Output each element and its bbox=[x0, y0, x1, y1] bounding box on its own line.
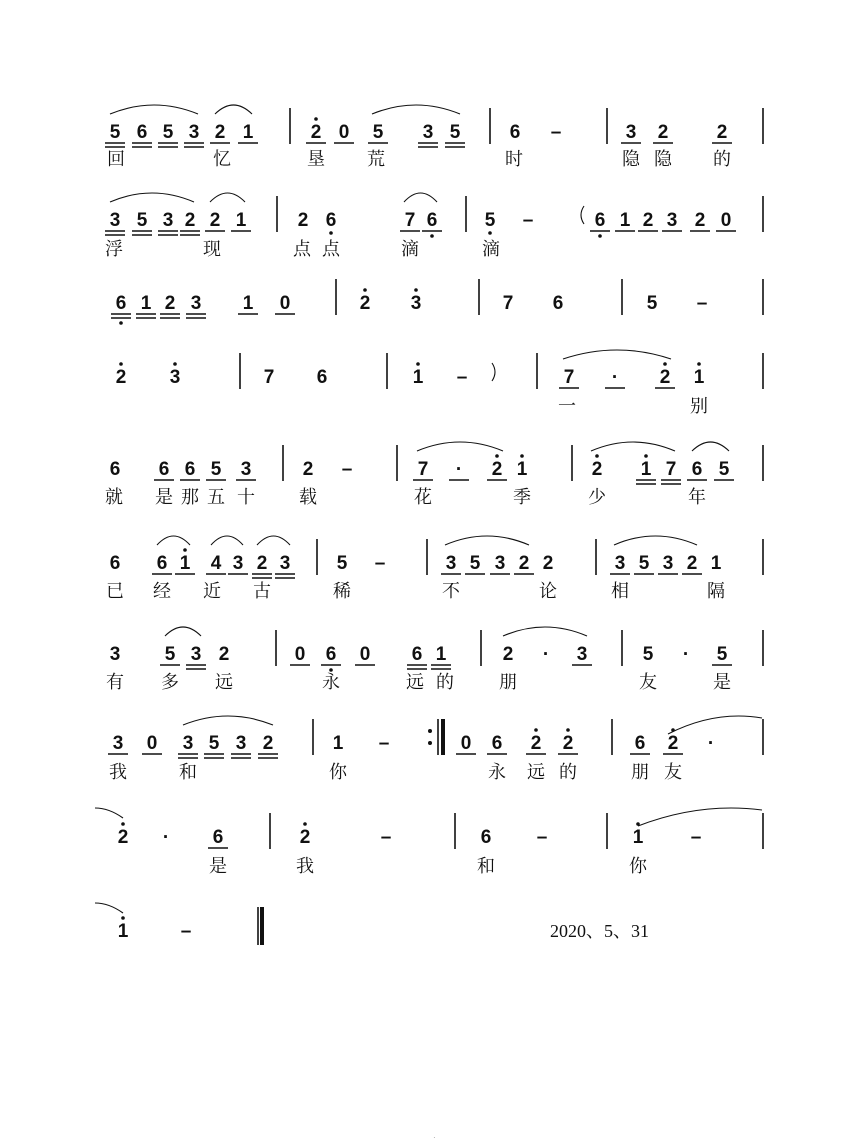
slur-arc bbox=[211, 536, 243, 545]
note: 2 bbox=[642, 210, 654, 231]
note: 1 bbox=[242, 293, 254, 314]
note: 6 bbox=[184, 459, 196, 480]
note: 5 bbox=[638, 553, 650, 574]
note: · bbox=[162, 827, 170, 848]
note: 5 bbox=[646, 293, 658, 314]
octave-high-dot bbox=[663, 362, 667, 366]
note: 2 bbox=[667, 733, 679, 754]
octave-high-dot bbox=[534, 728, 538, 732]
note: 5 bbox=[718, 459, 730, 480]
lyric-char: 是 bbox=[713, 672, 731, 693]
note: 3 bbox=[666, 210, 678, 231]
note: – bbox=[536, 827, 548, 848]
lyric-char: 你 bbox=[329, 762, 347, 783]
octave-high-dot bbox=[495, 454, 499, 458]
note: 2 bbox=[218, 644, 230, 665]
octave-high-dot bbox=[414, 288, 418, 292]
note: · bbox=[682, 644, 690, 665]
octave-high-dot bbox=[314, 117, 318, 121]
note: 0 bbox=[146, 733, 158, 754]
slur-arc bbox=[215, 105, 252, 114]
note: 5 bbox=[372, 122, 384, 143]
note: 2 bbox=[310, 122, 322, 143]
octave-high-dot bbox=[119, 362, 123, 366]
lyric-char: 是 bbox=[155, 487, 173, 508]
lyric-char: 稀 bbox=[333, 581, 351, 602]
lyric-char: 载 bbox=[299, 487, 317, 508]
note: 0 bbox=[338, 122, 350, 143]
note: 3 bbox=[576, 644, 588, 665]
note: 5 bbox=[208, 733, 220, 754]
lyric-char: 那 bbox=[181, 487, 199, 508]
note: 6 bbox=[158, 459, 170, 480]
note: 3 bbox=[109, 210, 121, 231]
note: 1 bbox=[242, 122, 254, 143]
note: 6 bbox=[156, 553, 168, 574]
lyric-char: 是 bbox=[209, 856, 227, 877]
note: 6 bbox=[509, 122, 521, 143]
note: 0 bbox=[359, 644, 371, 665]
note: 3 bbox=[614, 553, 626, 574]
note: 0 bbox=[294, 644, 306, 665]
note: 6 bbox=[594, 210, 606, 231]
note: 2 bbox=[262, 733, 274, 754]
note: 1 bbox=[693, 367, 705, 388]
slur-arc bbox=[445, 536, 529, 545]
lyric-char: 有 bbox=[106, 672, 124, 693]
note: 3 bbox=[235, 733, 247, 754]
note: 1 bbox=[412, 367, 424, 388]
octave-high-dot bbox=[363, 288, 367, 292]
lyric-char: 忆 bbox=[213, 149, 231, 170]
lyric-char: 少 bbox=[588, 487, 606, 508]
score-row-6 bbox=[106, 536, 763, 602]
slur-arc bbox=[692, 442, 729, 451]
note: 5 bbox=[162, 122, 174, 143]
lyric-char: 你 bbox=[629, 856, 647, 877]
lyric-char: 荒 bbox=[367, 149, 385, 170]
note: · bbox=[455, 459, 463, 480]
note: 1 bbox=[117, 921, 129, 942]
octave-low-dot bbox=[488, 231, 492, 235]
note: 1 bbox=[516, 459, 528, 480]
note: – bbox=[696, 293, 708, 314]
lyric-char: 点 bbox=[293, 239, 311, 260]
note: 1 bbox=[710, 553, 722, 574]
lyric-char: 远 bbox=[215, 672, 233, 693]
tie-in-arc bbox=[95, 903, 123, 913]
octave-high-dot bbox=[595, 454, 599, 458]
slur-arc bbox=[404, 193, 437, 202]
lyric-char: 隔 bbox=[707, 581, 725, 602]
lyric-char: 朋 bbox=[499, 672, 517, 693]
note: · bbox=[707, 733, 715, 754]
note: 7 bbox=[665, 459, 677, 480]
note: 6 bbox=[212, 827, 224, 848]
score-row-2 bbox=[105, 193, 763, 260]
slur-arc bbox=[257, 536, 290, 545]
lyric-char: 不 bbox=[442, 581, 460, 602]
lyric-char: 五 bbox=[207, 487, 225, 508]
slur-arc bbox=[165, 627, 201, 636]
slur-arc bbox=[372, 105, 460, 114]
note: – bbox=[456, 367, 468, 388]
note: 2 bbox=[491, 459, 503, 480]
note: 7 bbox=[563, 367, 575, 388]
lyric-char: 论 bbox=[539, 581, 557, 602]
note: · bbox=[611, 367, 619, 388]
lyric-char: 就 bbox=[105, 487, 123, 508]
tie-in-arc bbox=[95, 808, 123, 818]
score-row-8 bbox=[108, 716, 763, 783]
note: 1 bbox=[235, 210, 247, 231]
octave-low-dot bbox=[598, 234, 602, 238]
lyric-char: 年 bbox=[688, 487, 706, 508]
note: 2 bbox=[694, 210, 706, 231]
lyric-char: 友 bbox=[639, 672, 657, 693]
note: 1 bbox=[179, 553, 191, 574]
lyric-char: 现 bbox=[203, 239, 221, 260]
note: – bbox=[180, 921, 192, 942]
note: 2 bbox=[716, 122, 728, 143]
note: 3 bbox=[662, 553, 674, 574]
note: 3 bbox=[190, 293, 202, 314]
score-row-3 bbox=[111, 279, 763, 325]
score-row-10 bbox=[95, 903, 262, 945]
note: 3 bbox=[162, 210, 174, 231]
repeat-dot bbox=[428, 729, 432, 733]
note: 3 bbox=[445, 553, 457, 574]
score-row-7 bbox=[106, 627, 763, 693]
note: 2 bbox=[657, 122, 669, 143]
note: 5 bbox=[210, 459, 222, 480]
lyric-char: 隐 bbox=[622, 149, 640, 170]
lyric-char: 永 bbox=[488, 762, 506, 783]
slur-arc bbox=[563, 350, 671, 359]
note: 6 bbox=[552, 293, 564, 314]
note: 2 bbox=[302, 459, 314, 480]
note: 2 bbox=[562, 733, 574, 754]
note: 7 bbox=[417, 459, 429, 480]
lyric-char: 滴 bbox=[401, 239, 419, 260]
note: 2 bbox=[117, 827, 129, 848]
lyric-char: 的 bbox=[713, 149, 731, 170]
lyric-char: 经 bbox=[153, 581, 171, 602]
note: 6 bbox=[426, 210, 438, 231]
tie-out-arc bbox=[668, 716, 762, 734]
lyric-char: 的 bbox=[559, 762, 577, 783]
note: 6 bbox=[109, 553, 121, 574]
octave-high-dot bbox=[183, 548, 187, 552]
slur-arc bbox=[110, 105, 198, 114]
octave-high-dot bbox=[697, 362, 701, 366]
note: 5 bbox=[484, 210, 496, 231]
lyric-char: 滴 bbox=[482, 239, 500, 260]
lyric-char: 垦 bbox=[307, 149, 325, 170]
page-mark: · bbox=[433, 1133, 436, 1142]
note: 3 bbox=[625, 122, 637, 143]
note: 6 bbox=[325, 210, 337, 231]
score-row-1 bbox=[105, 105, 763, 170]
note: 5 bbox=[336, 553, 348, 574]
note: 0 bbox=[720, 210, 732, 231]
slur-arc bbox=[503, 627, 587, 636]
score-row-5 bbox=[105, 442, 763, 508]
octave-low-dot bbox=[329, 231, 333, 235]
slur-arc bbox=[110, 193, 194, 202]
lyric-char: 时 bbox=[505, 149, 523, 170]
lyric-char: 远 bbox=[527, 762, 545, 783]
lyric-char: 十 bbox=[237, 487, 255, 508]
lyric-char: 和 bbox=[477, 856, 495, 877]
tie-out-arc bbox=[638, 808, 762, 826]
lyric-char: 一 bbox=[558, 396, 576, 417]
octave-high-dot bbox=[644, 454, 648, 458]
note: 3 bbox=[188, 122, 200, 143]
lyric-char: 古 bbox=[253, 581, 271, 602]
lyric-char: 友 bbox=[664, 762, 682, 783]
slur-arc bbox=[417, 442, 503, 451]
note: 2 bbox=[297, 210, 309, 231]
note: 7 bbox=[502, 293, 514, 314]
note: 2 bbox=[502, 644, 514, 665]
note: 3 bbox=[190, 644, 202, 665]
lyric-char: 的 bbox=[436, 672, 454, 693]
lyric-char: 别 bbox=[690, 396, 708, 417]
paren-close bbox=[492, 363, 495, 381]
note: – bbox=[690, 827, 702, 848]
note: 3 bbox=[410, 293, 422, 314]
note: – bbox=[380, 827, 392, 848]
score-row-4 bbox=[116, 350, 763, 417]
note: 3 bbox=[182, 733, 194, 754]
note: 6 bbox=[115, 293, 127, 314]
score-row-9 bbox=[95, 808, 763, 877]
octave-high-dot bbox=[121, 822, 125, 826]
note: 6 bbox=[316, 367, 328, 388]
note: 3 bbox=[494, 553, 506, 574]
lyric-char: 相 bbox=[611, 581, 629, 602]
slur-arc bbox=[591, 442, 675, 451]
note: 5 bbox=[449, 122, 461, 143]
note: 6 bbox=[691, 459, 703, 480]
note: 6 bbox=[109, 459, 121, 480]
note: 7 bbox=[263, 367, 275, 388]
note: 2 bbox=[214, 122, 226, 143]
octave-low-dot bbox=[119, 321, 123, 325]
note: 2 bbox=[359, 293, 371, 314]
note: 5 bbox=[642, 644, 654, 665]
slur-arc bbox=[183, 716, 273, 725]
note: – bbox=[522, 210, 534, 231]
lyric-char: 隐 bbox=[654, 149, 672, 170]
note: 3 bbox=[279, 553, 291, 574]
note: 3 bbox=[112, 733, 124, 754]
note: · bbox=[542, 644, 550, 665]
octave-high-dot bbox=[121, 916, 125, 920]
octave-high-dot bbox=[416, 362, 420, 366]
paren-open bbox=[581, 206, 584, 224]
note: 5 bbox=[469, 553, 481, 574]
note: 6 bbox=[634, 733, 646, 754]
note: 1 bbox=[619, 210, 631, 231]
score-date: 2020、5、31 bbox=[550, 921, 649, 941]
lyric-char: 多 bbox=[161, 672, 179, 693]
slur-arc bbox=[614, 536, 697, 545]
note: 1 bbox=[332, 733, 344, 754]
note: 3 bbox=[422, 122, 434, 143]
note: 2 bbox=[542, 553, 554, 574]
lyric-char: 朋 bbox=[631, 762, 649, 783]
note: 5 bbox=[136, 210, 148, 231]
note: 3 bbox=[169, 367, 181, 388]
lyric-char: 回 bbox=[107, 149, 125, 170]
note: 2 bbox=[115, 367, 127, 388]
note: 3 bbox=[109, 644, 121, 665]
note: 2 bbox=[299, 827, 311, 848]
note: – bbox=[341, 459, 353, 480]
lyric-char: 我 bbox=[109, 762, 127, 783]
lyric-char: 我 bbox=[296, 856, 314, 877]
note: – bbox=[550, 122, 562, 143]
note: – bbox=[378, 733, 390, 754]
lyric-char: 花 bbox=[414, 487, 432, 508]
note: 5 bbox=[716, 644, 728, 665]
lyric-char: 近 bbox=[203, 581, 221, 602]
note: 5 bbox=[109, 122, 121, 143]
octave-high-dot bbox=[303, 822, 307, 826]
note: 2 bbox=[164, 293, 176, 314]
note: 3 bbox=[240, 459, 252, 480]
lyric-char: 和 bbox=[179, 762, 197, 783]
lyric-char: 浮 bbox=[105, 239, 123, 260]
lyric-char: 点 bbox=[322, 239, 340, 260]
note: 6 bbox=[411, 644, 423, 665]
note: 2 bbox=[256, 553, 268, 574]
note: 2 bbox=[686, 553, 698, 574]
note: 3 bbox=[232, 553, 244, 574]
note: 1 bbox=[632, 827, 644, 848]
octave-high-dot bbox=[520, 454, 524, 458]
lyric-char: 永 bbox=[322, 672, 340, 693]
slur-arc bbox=[157, 536, 190, 545]
note: 7 bbox=[404, 210, 416, 231]
note: 6 bbox=[491, 733, 503, 754]
note: 0 bbox=[460, 733, 472, 754]
slur-arc bbox=[210, 193, 245, 202]
note: 1 bbox=[140, 293, 152, 314]
octave-high-dot bbox=[173, 362, 177, 366]
note: 1 bbox=[640, 459, 652, 480]
note: 5 bbox=[164, 644, 176, 665]
note: 2 bbox=[209, 210, 221, 231]
note: – bbox=[374, 553, 386, 574]
note: 2 bbox=[659, 367, 671, 388]
lyric-char: 季 bbox=[513, 487, 531, 508]
note: 4 bbox=[210, 553, 222, 574]
note: 6 bbox=[325, 644, 337, 665]
note: 2 bbox=[518, 553, 530, 574]
octave-high-dot bbox=[566, 728, 570, 732]
note: 2 bbox=[530, 733, 542, 754]
octave-low-dot bbox=[430, 234, 434, 238]
note: 6 bbox=[480, 827, 492, 848]
note: 2 bbox=[591, 459, 603, 480]
note: 2 bbox=[184, 210, 196, 231]
note: 6 bbox=[136, 122, 148, 143]
note: 0 bbox=[279, 293, 291, 314]
note: 1 bbox=[435, 644, 447, 665]
lyric-char: 已 bbox=[106, 581, 124, 602]
lyric-char: 远 bbox=[406, 672, 424, 693]
repeat-dot bbox=[428, 741, 432, 745]
